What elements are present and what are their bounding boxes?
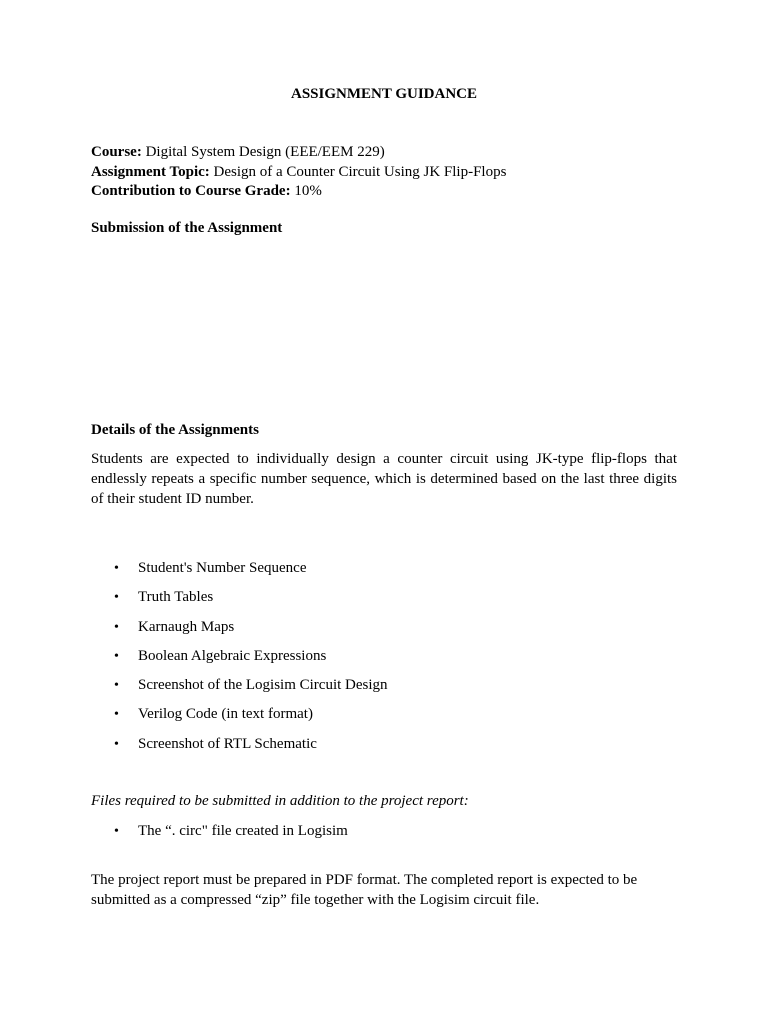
topic-label: Assignment Topic: (91, 163, 210, 180)
list-item: • Karnaugh Maps (114, 618, 235, 635)
course-label: Course: (91, 144, 142, 160)
details-paragraph: Students are expected to individually design a counter circuit using JK-type flip-flops that endlessly repeats a specific number sequence, which is determined based on the last three digits of their student ID number. (91, 451, 677, 507)
bullet-icon: • (114, 678, 119, 694)
details-heading: Details of the Assignments (91, 422, 259, 438)
bullet-icon: • (114, 736, 119, 752)
list-item: • Verilog Code (in text format) (114, 706, 313, 723)
topic-value: Design of a Counter Circuit Using JK Flip-Flops (209, 163, 507, 180)
bullet-icon: • (114, 619, 119, 635)
contribution-label: Contribution to Course Grade: (91, 183, 291, 199)
contribution-value: 10% (290, 183, 322, 199)
list-item: • Truth Tables (114, 589, 214, 606)
list-item: • Student's Number Sequence (114, 560, 307, 576)
list-item: • Screenshot of RTL Schematic (114, 735, 317, 752)
bullet-icon: • (114, 590, 119, 606)
files-required-label: Files required to be submitted in addition to the project report: (91, 793, 469, 809)
bullet-icon: • (114, 824, 119, 839)
report-items-list (91, 559, 388, 764)
final-paragraph: The project report must be prepared in PDF format. The completed report is expected to be submitted as a compressed “zip” file together with the Logisim circuit file. (91, 872, 638, 908)
contribution-line (91, 182, 506, 202)
bullet-icon: • (114, 561, 119, 576)
course-value: Digital System Design (EEE/EEM 229) (141, 144, 385, 160)
document-title: ASSIGNMENT GUIDANCE (290, 86, 477, 102)
course-info-block (91, 143, 506, 202)
files-required-list (91, 822, 348, 851)
topic-line (91, 163, 506, 183)
bullet-icon: • (114, 707, 119, 723)
bullet-icon: • (114, 648, 119, 664)
submission-heading: Submission of the Assignment (91, 220, 283, 236)
list-item: • Screenshot of the Logisim Circuit Design (114, 677, 388, 694)
list-item: • The “. circ" file created in Logisim (114, 823, 348, 839)
course-line (91, 143, 506, 163)
list-item: • Boolean Algebraic Expressions (114, 647, 327, 664)
